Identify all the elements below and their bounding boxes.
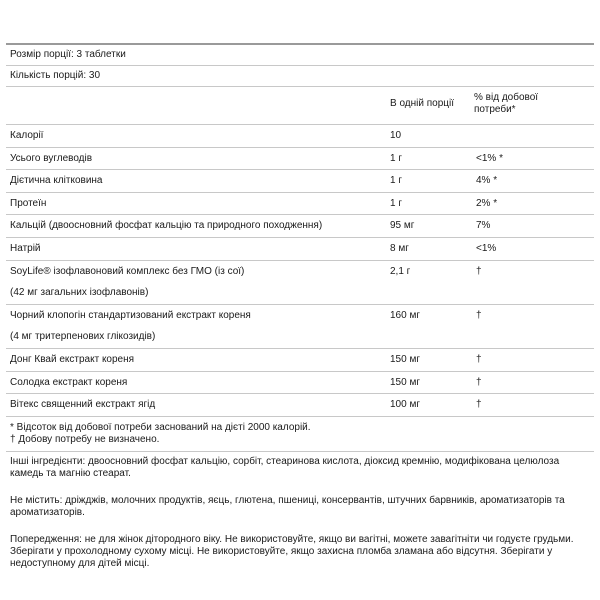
row-daily-value: †	[476, 376, 482, 388]
row-daily-value: 7%	[476, 220, 491, 232]
row-daily-value: 4% *	[476, 175, 498, 187]
row-name: Усього вуглеводів	[10, 152, 93, 164]
column-header-daily-value	[474, 92, 584, 116]
table-header	[6, 87, 594, 124]
table-row	[6, 193, 594, 215]
row-amount: 150 мг	[390, 353, 420, 365]
table-row	[6, 125, 594, 147]
row-name: Калорії	[10, 130, 44, 141]
row-name: Чорний клопогін стандартизований екстракт кореня	[10, 309, 251, 321]
table-row	[6, 238, 594, 260]
row-daily-value: †	[476, 353, 482, 365]
row-amount: 1 г	[390, 152, 402, 164]
other-ingredients: Інші інгредієнти: двоосновний фосфат кальцію, сорбіт, стеаринова кислота, діоксид кремнію, модифікована целюлоза камедь та магнію стеарат.	[10, 455, 560, 479]
serving-size: Розмір порції: 3 таблетки	[10, 49, 126, 60]
row-name: Вітекс священний екстракт ягід	[10, 399, 156, 411]
does-not-contain: Не містить: дріжджів, молочних продуктів, яєць, глютена, пшениці, консервантів, штучних барвників, ароматизаторів та ароматизаторів.	[10, 494, 565, 518]
table-row	[6, 261, 594, 283]
column-header-daily-value-line1: % від добової	[474, 92, 539, 103]
row-amount: 100 мг	[390, 399, 420, 411]
row-name: (42 мг загальних ізофлавонів)	[10, 287, 149, 299]
row-amount: 1 г	[390, 175, 402, 187]
row-amount: 150 мг	[390, 376, 420, 388]
row-daily-value: 2% *	[476, 197, 498, 209]
footnote-not-established: † Добову потребу не визначено.	[10, 433, 160, 445]
servings-count: Кількість порцій: 30	[10, 70, 101, 81]
table-row	[6, 148, 594, 170]
row-amount: 1 г	[390, 197, 402, 209]
row-name: Донг Квай екстракт кореня	[10, 353, 135, 365]
row-name: Солодка екстракт кореня	[10, 376, 128, 388]
table-row	[6, 372, 594, 394]
table-row	[6, 305, 594, 327]
row-daily-value: <1% *	[476, 152, 503, 164]
table-row	[6, 326, 594, 348]
row-amount: 160 мг	[390, 309, 420, 321]
row-daily-value: †	[476, 309, 482, 321]
row-name: Протеїн	[10, 197, 47, 209]
table-row	[6, 170, 594, 192]
row-daily-value: <1%	[476, 242, 497, 254]
row-name: Дієтична клітковина	[10, 175, 103, 187]
table-row	[6, 282, 594, 304]
table-row	[6, 349, 594, 371]
row-amount: 2,1 г	[390, 265, 411, 277]
table-row	[6, 394, 594, 416]
row-amount: 95 мг	[390, 220, 415, 232]
row-daily-value: †	[476, 265, 482, 277]
column-header-daily-value-line2: потреби*	[474, 104, 516, 115]
row-name: SoyLife® ізофлавоновий комплекс без ГМО (із сої)	[10, 265, 245, 277]
row-name: Натрій	[10, 242, 41, 254]
supplement-facts-panel	[6, 43, 594, 574]
row-daily-value: †	[476, 399, 482, 411]
footnotes	[6, 417, 594, 451]
footnote-daily-value: * Відсоток від добової потреби заснований на дієті 2000 калорій.	[10, 421, 311, 433]
row-amount: 10	[390, 130, 402, 141]
row-name: (4 мг тритерпенових глікозидів)	[10, 331, 156, 343]
table-row	[6, 215, 594, 237]
warning: Попередження: не для жінок дітородного віку. Не використовуйте, якщо ви вагітні, можете завагітніти чи годуєте грудьми. Зберігати у прохолодному сухому місці. Не використовуйте, якщо захисна пломба зламана або відсутня. Зберігати у недоступному для дітей місці.	[10, 533, 574, 569]
column-header-amount: В одній порції	[390, 98, 454, 109]
row-amount: 8 мг	[390, 242, 409, 254]
row-name: Кальцій (двоосновний фосфат кальцію та природного походження)	[10, 220, 323, 232]
